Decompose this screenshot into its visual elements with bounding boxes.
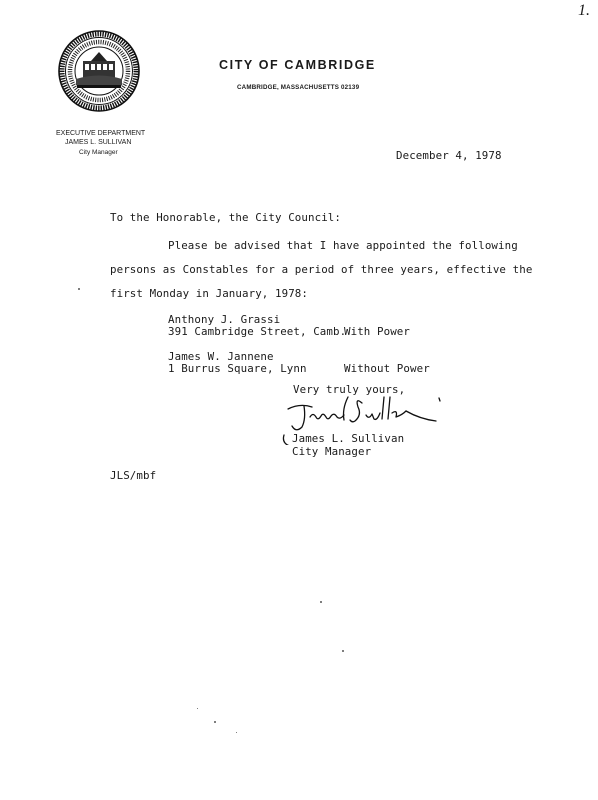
typist-initials: JLS/mbf [110,469,157,482]
body-line: first Monday in January, 1978: [110,287,309,300]
scan-speck [236,732,237,733]
signer-name: James L. Sullivan [292,432,405,445]
manager-title-header: City Manager [79,149,118,156]
scan-speck [342,650,344,652]
body-line: persons as Constables for a period of three years, effective the [110,263,533,276]
body-line: Please be advised that I have appointed the following [168,239,518,252]
appointee-address: 391 Cambridge Street, Camb. [168,325,347,338]
scan-speck [78,288,80,290]
appointee-power: With Power [344,325,411,338]
closing: Very truly yours, [293,383,406,396]
scan-speck [197,708,198,709]
appointee-address: 1 Burrus Square, Lynn [168,362,307,375]
city-address: CAMBRIDGE, MASSACHUSETTS 02139 [237,84,360,91]
salutation: To the Honorable, the City Council: [110,211,342,224]
letter-date: December 4, 1978 [396,149,502,162]
appointee-power: Without Power [344,362,430,375]
scan-speck [214,721,216,723]
signer-title: City Manager [292,445,372,458]
appointee-name: Anthony J. Grassi [168,313,281,326]
manager-name-header: JAMES L. SULLIVAN [65,139,132,146]
city-seal-icon [58,30,140,112]
page-number: 1. [578,2,590,19]
appointee-name: James W. Jannene [168,350,274,363]
city-title: CITY OF CAMBRIDGE [219,58,376,72]
department-name: EXECUTIVE DEPARTMENT [56,130,146,137]
scan-speck [320,601,322,603]
